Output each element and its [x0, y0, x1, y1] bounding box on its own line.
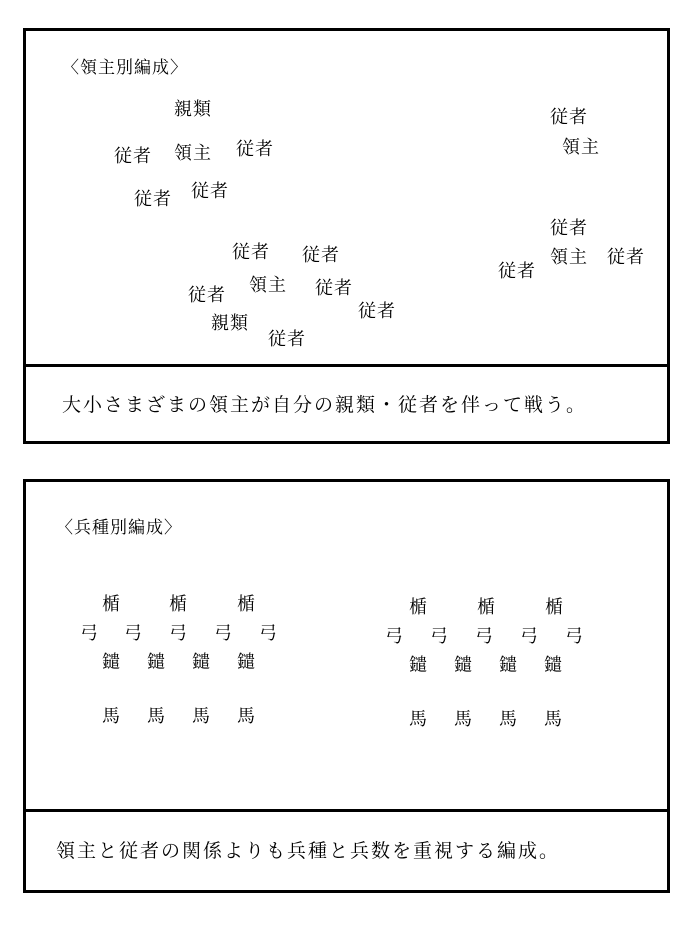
unit-organization-panel — [23, 479, 670, 893]
right-horse: 馬 — [409, 709, 427, 730]
group-c-retainer: 従者 — [268, 329, 306, 350]
group-c-relative: 親類 — [211, 313, 249, 334]
left-shield: 楯 — [169, 594, 187, 615]
left-spear: 鑓 — [147, 652, 165, 673]
group-b-lord: 領主 — [562, 137, 600, 158]
group-c-lord: 領主 — [249, 275, 287, 296]
right-shield: 楯 — [477, 597, 495, 618]
left-spear: 鑓 — [192, 652, 210, 673]
right-bow: 弓 — [565, 626, 583, 647]
left-bow: 弓 — [259, 623, 277, 644]
lord-organization-diagram — [26, 31, 667, 367]
right-horse: 馬 — [454, 709, 472, 730]
unit-panel-caption: 領主と従者の関係よりも兵種と兵数を重視する編成。 — [56, 840, 561, 862]
unit-panel-heading: 〈兵種別編成〉 — [56, 518, 182, 538]
left-shield: 楯 — [102, 594, 120, 615]
left-spear: 鑓 — [102, 652, 120, 673]
left-horse: 馬 — [237, 706, 255, 727]
right-shield: 楯 — [409, 597, 427, 618]
right-spear: 鑓 — [544, 655, 562, 676]
lord-organization-panel — [23, 28, 670, 444]
left-horse: 馬 — [102, 706, 120, 727]
left-spear: 鑓 — [237, 652, 255, 673]
group-d-retainer: 従者 — [607, 247, 645, 268]
group-a-lord: 領主 — [174, 143, 212, 164]
group-c-retainer: 従者 — [232, 242, 270, 263]
right-shield: 楯 — [545, 597, 563, 618]
right-spear: 鑓 — [454, 655, 472, 676]
group-a-retainer: 従者 — [134, 189, 172, 210]
group-c-retainer: 従者 — [188, 285, 226, 306]
group-d-retainer: 従者 — [550, 218, 588, 239]
left-bow: 弓 — [169, 623, 187, 644]
lord-panel-heading: 〈領主別編成〉 — [62, 58, 188, 78]
left-bow: 弓 — [214, 623, 232, 644]
left-shield: 楯 — [237, 594, 255, 615]
right-spear: 鑓 — [499, 655, 517, 676]
unit-organization-diagram — [26, 482, 667, 812]
group-c-retainer: 従者 — [302, 245, 340, 266]
right-bow: 弓 — [430, 626, 448, 647]
group-c-retainer: 従者 — [315, 278, 353, 299]
left-horse: 馬 — [147, 706, 165, 727]
group-a-retainer: 従者 — [191, 181, 229, 202]
lord-panel-caption: 大小さまざまの領主が自分の親類・従者を伴って戦う。 — [62, 394, 588, 416]
group-d-retainer: 従者 — [498, 261, 536, 282]
right-horse: 馬 — [499, 709, 517, 730]
left-bow: 弓 — [124, 623, 142, 644]
right-spear: 鑓 — [409, 655, 427, 676]
group-c-retainer: 従者 — [358, 301, 396, 322]
group-b-retainer: 従者 — [550, 107, 588, 128]
group-a-retainer: 従者 — [114, 146, 152, 167]
right-bow: 弓 — [520, 626, 538, 647]
right-bow: 弓 — [385, 626, 403, 647]
left-horse: 馬 — [192, 706, 210, 727]
group-a-retainer: 従者 — [236, 139, 274, 160]
left-bow: 弓 — [80, 623, 98, 644]
right-horse: 馬 — [544, 709, 562, 730]
group-a-relative: 親類 — [174, 99, 212, 120]
right-bow: 弓 — [475, 626, 493, 647]
group-d-lord: 領主 — [550, 247, 588, 268]
